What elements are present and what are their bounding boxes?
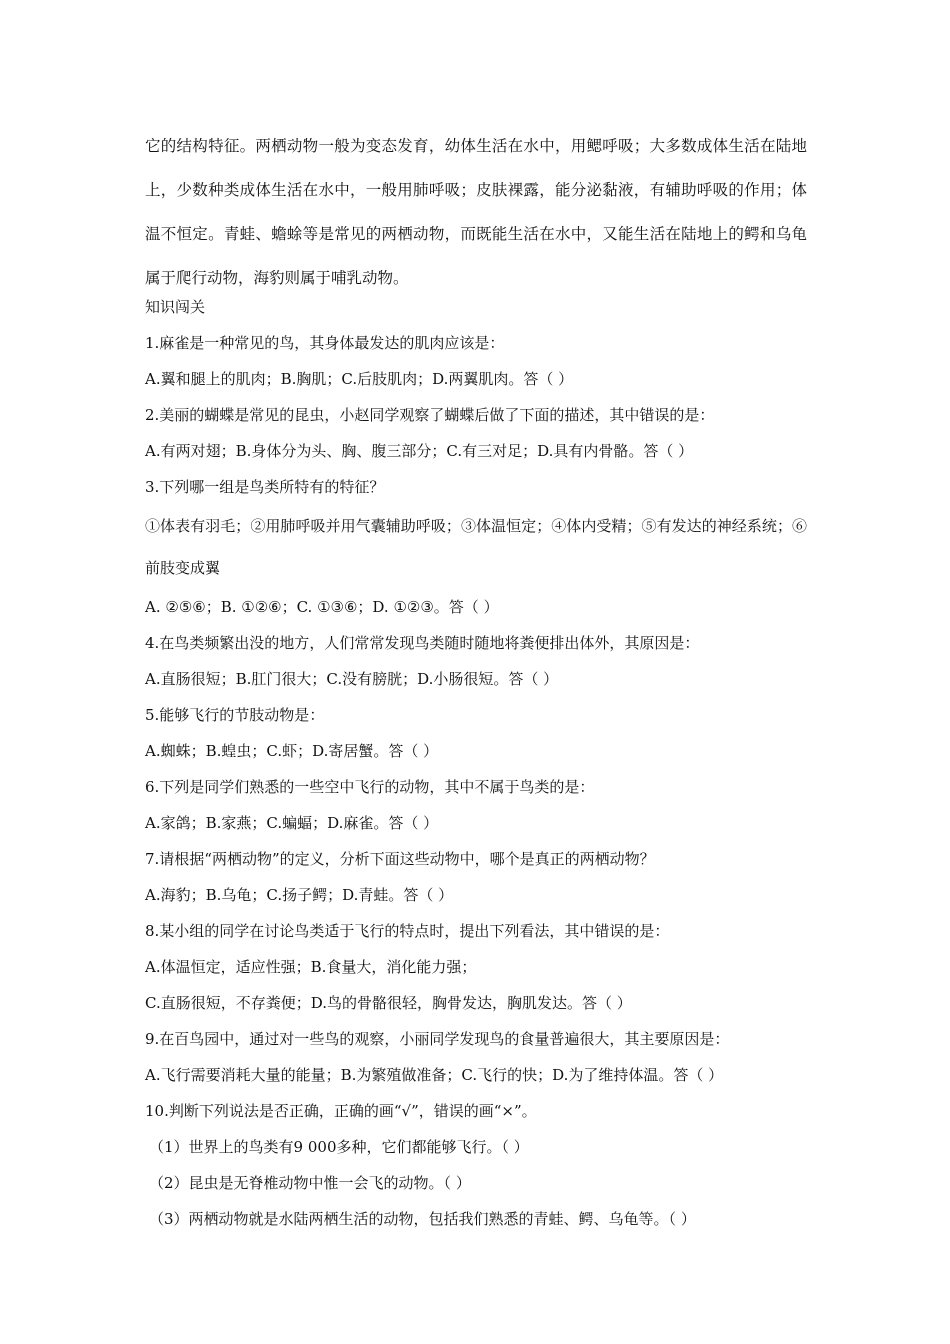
question-8: 8.某小组的同学在讨论鸟类适于飞行的特点时，提出下列看法，其中错误的是： <box>145 922 670 940</box>
question-3: 3.下列哪一组是鸟类所特有的特征？ <box>145 478 385 496</box>
question-5: 5.能够飞行的节肢动物是： <box>145 706 325 724</box>
question-3-items: ①体表有羽毛；②用肺呼吸并用气囊辅助呼吸；③体温恒定；④体内受精；⑤有发达的神经系统；⑥前肢变成翼 <box>145 517 807 577</box>
question-10-statement-1: （1）世界上的鸟类有9 000多种，它们都能够飞行。（ ） <box>149 1138 529 1156</box>
question-8-options-line-2: C.直肠很短，不存粪便；D.鸟的骨骼很轻，胸骨发达，胸肌发达。答（ ） <box>145 994 632 1012</box>
question-9-options: A.飞行需要消耗大量的能量；B.为繁殖做准备；C.飞行的快；D.为了维持体温。答（ ） <box>145 1066 724 1084</box>
question-10-statement-3: （3）两栖动物就是水陆两栖生活的动物，包括我们熟悉的青蛙、鳄、乌龟等。（ ） <box>149 1210 696 1228</box>
question-2: 2.美丽的蝴蝶是常见的昆虫，小赵同学观察了蝴蝶后做了下面的描述，其中错误的是： <box>145 406 715 424</box>
question-6-options: A.家鸽；B.家燕；C.蝙蝠；D.麻雀。答（ ） <box>145 814 439 832</box>
section-title: 知识闯关 <box>145 298 206 316</box>
exercise-section <box>145 289 807 1237</box>
question-6: 6.下列是同学们熟悉的一些空中飞行的动物，其中不属于鸟类的是： <box>145 778 595 796</box>
question-1-options: A.翼和腿上的肌肉；B.胸肌；C.后肢肌肉；D.两翼肌肉。答（ ） <box>145 370 574 388</box>
question-3-options: A. ②⑤⑥；B. ①②⑥；C. ①③⑥；D. ①②③。答（ ） <box>145 598 499 616</box>
question-7: 7.请根据“两栖动物”的定义，分析下面这些动物中，哪个是真正的两栖动物？ <box>145 850 655 868</box>
question-7-options: A.海豹；B.乌龟；C.扬子鳄；D.青蛙。答（ ） <box>145 886 454 904</box>
intro-paragraph: 它的结构特征。两栖动物一般为变态发育，幼体生活在水中，用鳃呼吸；大多数成体生活在陆地上，少数种类成体生活在水中，一般用肺呼吸；皮肤裸露，能分泌黏液，有辅助呼吸的作用；体温不恒定。青蛙、蟾蜍等是常见的两栖动物，而既能生活在水中，又能生活在陆地上的鳄和乌龟属于爬行动物，海豹则属于哺乳动物。 <box>145 137 807 287</box>
question-4-options: A.直肠很短；B.肛门很大；C.没有膀胱；D.小肠很短。答（ ） <box>145 670 559 688</box>
question-9: 9.在百鸟园中，通过对一些鸟的观察，小丽同学发现鸟的食量普遍很大，其主要原因是： <box>145 1030 730 1048</box>
question-10-statement-2: （2）昆虫是无脊椎动物中惟一会飞的动物。（ ） <box>149 1174 471 1192</box>
question-1: 1.麻雀是一种常见的鸟，其身体最发达的肌肉应该是： <box>145 334 505 352</box>
question-2-options: A.有两对翅；B.身体分为头、胸、腹三部分；C.有三对足；D.具有内骨骼。答（ ） <box>145 442 694 460</box>
question-8-options-line-1: A.体温恒定，适应性强；B.食量大，消化能力强； <box>145 958 477 976</box>
question-5-options: A.蜘蛛；B.蝗虫；C.虾；D.寄居蟹。答（ ） <box>145 742 439 760</box>
question-4: 4.在鸟类频繁出没的地方，人们常常发现鸟类随时随地将粪便排出体外，其原因是： <box>145 634 700 652</box>
question-10: 10.判断下列说法是否正确，正确的画“√”，错误的画“×”。 <box>145 1102 537 1120</box>
